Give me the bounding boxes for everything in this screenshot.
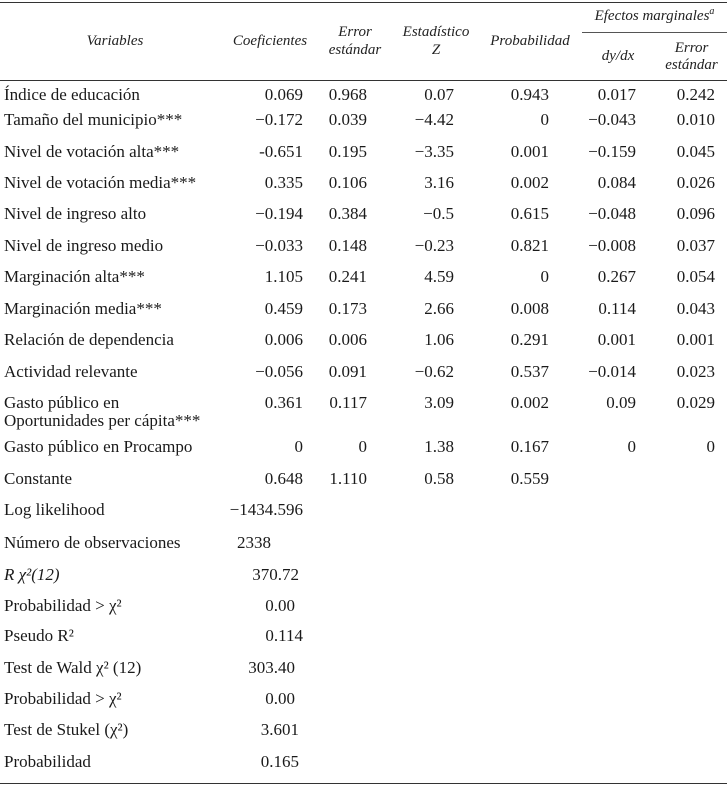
stat-label: Probabilidad > χ²: [4, 689, 122, 708]
header-probabilidad: Probabilidad: [490, 33, 570, 49]
cell-coef: 0.361: [264, 393, 303, 412]
cell-prob: 0.821: [510, 236, 549, 255]
stat-label: R χ²(12): [4, 565, 60, 584]
cell-se: 0.039: [328, 110, 367, 129]
cell-coef: −0.033: [255, 236, 303, 255]
row-label: Constante: [4, 469, 72, 488]
header-me-error-2: estándar: [665, 57, 718, 73]
cell-prob: 0.291: [510, 330, 549, 349]
cell-z: −0.5: [423, 204, 454, 223]
header-dydx: dy/dx: [601, 48, 635, 64]
row-label: Nivel de ingreso alto: [4, 204, 147, 223]
cell-se: 0: [358, 437, 367, 456]
cell-coef: 0: [294, 437, 303, 456]
cell-me-se: 0.037: [676, 236, 715, 255]
cell-prob: 0.002: [510, 393, 549, 412]
cell-coef: −0.056: [255, 362, 303, 381]
cell-prob: 0.167: [510, 437, 549, 456]
cell-prob: 0.615: [510, 204, 549, 223]
bottom-rule: [0, 783, 727, 784]
cell-se: 0.968: [328, 85, 367, 104]
cell-se: 0.195: [328, 142, 367, 161]
cell-coef: 0.335: [264, 173, 303, 192]
cell-me-se: 0.010: [676, 110, 715, 129]
cell-prob: 0.537: [510, 362, 549, 381]
cell-prob: 0.002: [510, 173, 549, 192]
stat-label: Test de Wald χ² (12): [4, 658, 142, 677]
cell-me-se: 0.242: [676, 85, 715, 104]
cell-prob: 0.001: [510, 142, 549, 161]
cell-z: 0.07: [424, 85, 454, 104]
row-label: Nivel de ingreso medio: [4, 236, 164, 255]
cell-dydx: −0.048: [588, 204, 636, 223]
row-label: Gasto público en Procampo: [4, 437, 193, 456]
stat-value: 303.40: [248, 658, 295, 677]
cell-me-se: 0.045: [676, 142, 715, 161]
cell-z: −0.62: [414, 362, 454, 381]
row-label: Relación de dependencia: [4, 330, 174, 349]
row-label: Índice de educación: [4, 85, 140, 104]
header-me-error-1: Error: [674, 40, 709, 56]
cell-prob: 0.559: [510, 469, 549, 488]
stat-value: 370.72: [252, 565, 299, 584]
cell-se: 0.106: [328, 173, 367, 192]
header-error-estandar-1: Error: [338, 24, 372, 40]
cell-dydx: 0: [627, 437, 636, 456]
row-label: Nivel de votación alta***: [4, 142, 180, 161]
cell-coef: 0.069: [264, 85, 303, 104]
cell-coef: -0.651: [259, 142, 303, 161]
cell-se: 0.173: [328, 299, 367, 318]
cell-z: −4.42: [414, 110, 454, 129]
cell-me-se: 0.026: [676, 173, 715, 192]
cell-z: 1.38: [424, 437, 454, 456]
cell-prob: 0: [540, 267, 549, 286]
cell-coef: −0.194: [255, 204, 303, 223]
cell-dydx: −0.159: [588, 142, 636, 161]
footnote-marker: a: [709, 6, 715, 17]
row-label: Gasto público en: [4, 393, 120, 412]
stat-value: 2338: [237, 533, 271, 552]
cell-z: 1.06: [424, 330, 454, 349]
cell-dydx: 0.084: [597, 173, 636, 192]
cell-se: 1.110: [329, 469, 367, 488]
cell-me-se: 0: [706, 437, 715, 456]
cell-se: 0.006: [328, 330, 367, 349]
stat-label: Número de observaciones: [4, 533, 181, 552]
row-label: Marginación alta***: [4, 267, 145, 286]
cell-z: 3.09: [424, 393, 454, 412]
stat-value: 3.601: [260, 720, 299, 739]
cell-dydx: 0.267: [597, 267, 636, 286]
cell-coef: 0.648: [264, 469, 303, 488]
row-label: Actividad relevante: [4, 362, 138, 381]
cell-coef: −0.172: [255, 110, 303, 129]
cell-z: 4.59: [424, 267, 454, 286]
cell-me-se: 0.096: [676, 204, 715, 223]
cell-se: 0.384: [328, 204, 367, 223]
header-efectos-marginales: Efectos marginales$^a$: [594, 6, 715, 24]
stat-value: 0.165: [260, 752, 299, 771]
stat-value: 0.114: [265, 626, 303, 645]
header-coeficientes: Coeficientes: [232, 33, 308, 49]
cell-prob: 0: [540, 110, 549, 129]
cell-coef: 0.459: [264, 299, 303, 318]
cell-dydx: 0.09: [606, 393, 636, 412]
cell-me-se: 0.043: [676, 299, 715, 318]
header-estadistico-2: Z: [431, 42, 441, 58]
marginal-effects-rule: [582, 32, 727, 33]
cell-z: 2.66: [424, 299, 454, 318]
stat-label: Probabilidad > χ²: [4, 596, 122, 615]
cell-prob: 0.943: [510, 85, 549, 104]
header-error-estandar-2: estándar: [328, 42, 382, 58]
stat-label: Pseudo R²: [4, 626, 74, 645]
cell-me-se: 0.054: [676, 267, 715, 286]
cell-dydx: 0.001: [597, 330, 636, 349]
cell-z: 0.58: [424, 469, 454, 488]
cell-se: 0.148: [328, 236, 367, 255]
cell-se: 0.117: [329, 393, 367, 412]
header-estadistico-1: Estadístico: [402, 24, 470, 40]
header-bottom-rule: [0, 80, 727, 81]
cell-me-se: 0.029: [676, 393, 715, 412]
stat-label: Test de Stukel (χ²): [4, 720, 129, 739]
cell-se: 0.091: [328, 362, 367, 381]
cell-dydx: 0.114: [598, 299, 636, 318]
cell-se: 0.241: [328, 267, 367, 286]
cell-me-se: 0.001: [676, 330, 715, 349]
cell-dydx: 0.017: [597, 85, 636, 104]
row-label: Tamaño del municipio***: [4, 110, 183, 129]
stat-value: 0.00: [265, 596, 295, 615]
top-rule: [0, 2, 727, 3]
header-variables: Variables: [86, 33, 144, 49]
cell-z: −3.35: [414, 142, 454, 161]
stat-label: Log likelihood: [4, 500, 105, 519]
cell-z: 3.16: [424, 173, 454, 192]
cell-dydx: −0.043: [588, 110, 636, 129]
stat-value: −1434.596: [229, 500, 303, 519]
cell-coef: 0.006: [264, 330, 303, 349]
cell-z: −0.23: [414, 236, 454, 255]
stat-value: 0.00: [265, 689, 295, 708]
row-label: Nivel de votación media***: [4, 173, 197, 192]
row-label-continued: Oportunidades per cápita***: [4, 411, 201, 430]
stat-label: Probabilidad: [4, 752, 91, 771]
cell-dydx: −0.008: [588, 236, 636, 255]
cell-me-se: 0.023: [676, 362, 715, 381]
cell-coef: 1.105: [264, 267, 303, 286]
cell-dydx: −0.014: [588, 362, 636, 381]
row-label: Marginación media***: [4, 299, 162, 318]
cell-prob: 0.008: [510, 299, 549, 318]
